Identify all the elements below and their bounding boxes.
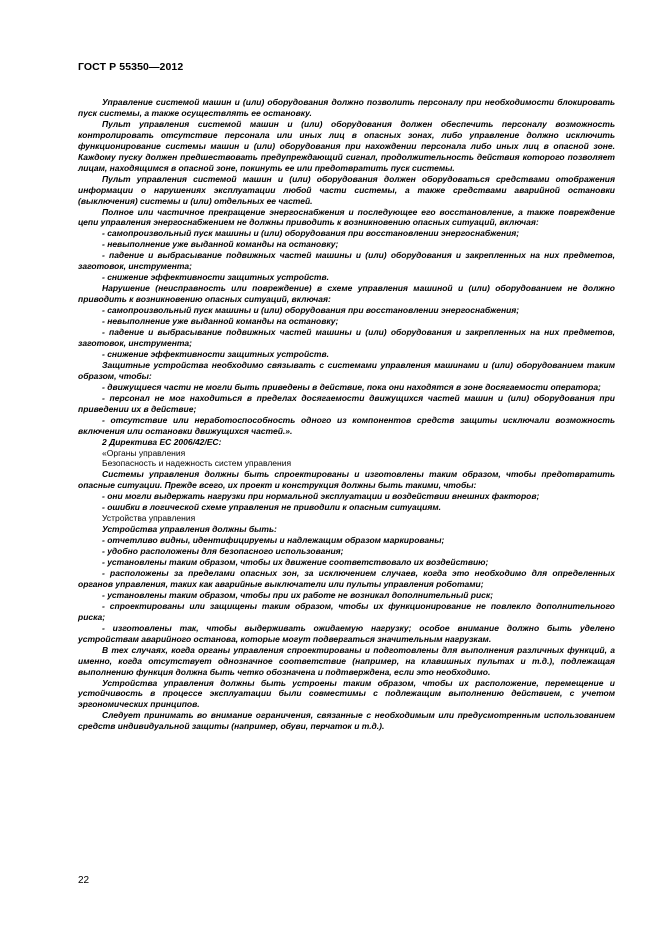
paragraph: - движущиеся части не могли быть приведены в действие, пока они находятся в зоне досягаемости оператора; [102, 381, 601, 392]
paragraph: Безопасность и надежность систем управления [102, 458, 292, 469]
paragraph: Защитные устройства необходимо связывать с системами управления машинами и (или) оборудованием таким образом, чтобы: [78, 359, 615, 381]
paragraph: 2 Директива ЕС 2006/42/ЕС: [102, 436, 222, 447]
paragraph: - невыполнение уже выданной команды на остановку; [102, 316, 339, 327]
paragraph: - падение и выбрасывание подвижных частей машины и (или) оборудования и закрепленных на них предметов, заготовок, инструмента; [78, 327, 615, 348]
paragraph: - изготовлены так, чтобы выдерживать ожидаемую нагрузку; особое внимание должно быть уделено устройствам аварийного останова, которые могут подвергаться значительным нагрузкам. [78, 622, 615, 644]
paragraph: Нарушение (неисправность или повреждение) в схеме управления машиной и (или) оборудованием не должно приводить к возникновению опасных ситуаций, включая: [78, 283, 615, 305]
paragraph: - спроектированы или защищены таким образом, чтобы их функционирование не повлекло дополнительного риска; [78, 600, 615, 622]
paragraph: - они могли выдержать нагрузки при нормальной эксплуатации и воздействии внешних факторов; [102, 491, 540, 502]
paragraph: Управление системой машин и (или) оборудования должно позволить персоналу при необходимости блокировать пуск системы, а также осуществлять ее остановку. [78, 97, 615, 118]
paragraph: - удобно расположены для безопасного использования; [102, 546, 344, 557]
paragraph: - самопроизвольный пуск машины и (или) оборудования при восстановлении энергоснабжения; [102, 228, 520, 239]
paragraph: - падение и выбрасывание подвижных частей машины и (или) оборудования и закрепленных на них предметов, заготовок, инструмента; [78, 250, 615, 272]
paragraph: Системы управления должны быть спроектированы и изготовлены таким образом, чтобы предотвратить опасные ситуации. Прежде всего, их проект и конструкция должны быть такими, чтобы: [78, 469, 615, 491]
paragraph: - установлены таким образом, чтобы при их работе не возникал дополнительный риск; [102, 589, 494, 600]
paragraph: Устройства управления должны быть устроены таким образом, чтобы их расположение, перемещение и устойчивость в процессе эксплуатации были совместимы с подлежащим выполнению действием, с учетом эргономических принципов. [78, 677, 615, 710]
paragraph: В тех случаях, когда органы управления спроектированы и подготовлены для выполнения различных функций, а именно, когда отсутствует однозначное соответствие (например, на клавишных пультах и т.д.), подлежащая выполнению функция должна быть четко обозначена и подтверждена, если это необходимо. [78, 644, 615, 677]
paragraph: - персонал не мог находиться в пределах досягаемости движущихся частей машин и (или) оборудования при приведении их в действие; [78, 392, 615, 414]
paragraph: - отчетливо видны, идентифицируемы и надлежащим образом маркированы; [102, 535, 445, 546]
paragraph: Полное или частичное прекращение энергоснабжения и последующее его восстановление, а также повреждение цепи управления энергоснабжением не должны приводить к возникновению опасных ситуаций, включая: [78, 206, 615, 228]
paragraph: Пульт управления системой машин и (или) оборудования должен оборудоваться средствами отображения информации о нарушениях эксплуатации любой части системы, а также средствами аварийной остановки (выключения) системы и (или) отдельных ее частей. [78, 173, 615, 206]
paragraph: Устройства управления [102, 513, 196, 524]
paragraph: Пульт управления системой машин и (или) оборудования должен обеспечить персоналу возможность контролировать отсутствие персонала или иных лиц в опасных зонах, либо управление должно исключить функционирование системы машин и (или) оборудования при нахождении персонала либо иных лиц в опасной зоне. Каждому пуску должен предшествовать предупреждающий сигнал, продолжительность действия которого позволяет лицам, находящимся в опасной зоне, покинуть ее или предотвратить пуск системы. [78, 118, 615, 173]
document-body [78, 97, 615, 732]
paragraph: - отсутствие или неработоспособность одного из компонентов средств защиты исключали возможность включения или остановки движущихся частей.». [78, 414, 615, 436]
page-number: 22 [78, 875, 90, 886]
paragraph: Следует принимать во внимание ограничения, связанные с необходимым или предусмотренным использованием средств индивидуальной защиты (например, обуви, перчаток и т.д.). [78, 710, 615, 732]
paragraph: - снижение эффективности защитных устройств. [102, 348, 329, 359]
paragraph: - установлены таким образом, чтобы их движение соответствовало их воздействию; [102, 557, 489, 568]
paragraph: «Органы управления [102, 447, 186, 458]
document-header: ГОСТ Р 55350—2012 [78, 61, 184, 73]
paragraph: - ошибки в логической схеме управления не приводили к опасным ситуациям. [102, 502, 442, 513]
paragraph: - самопроизвольный пуск машины и (или) оборудования при восстановлении энергоснабжения; [102, 305, 520, 316]
paragraph: Устройства управления должны быть: [102, 524, 277, 535]
paragraph: - невыполнение уже выданной команды на остановку; [102, 239, 339, 250]
paragraph: - расположены за пределами опасных зон, за исключением случаев, когда это необходимо для определенных органов управления, таких как аварийные выключатели или пульты управления роботами; [78, 567, 615, 589]
paragraph: - снижение эффективности защитных устройств. [102, 272, 329, 283]
